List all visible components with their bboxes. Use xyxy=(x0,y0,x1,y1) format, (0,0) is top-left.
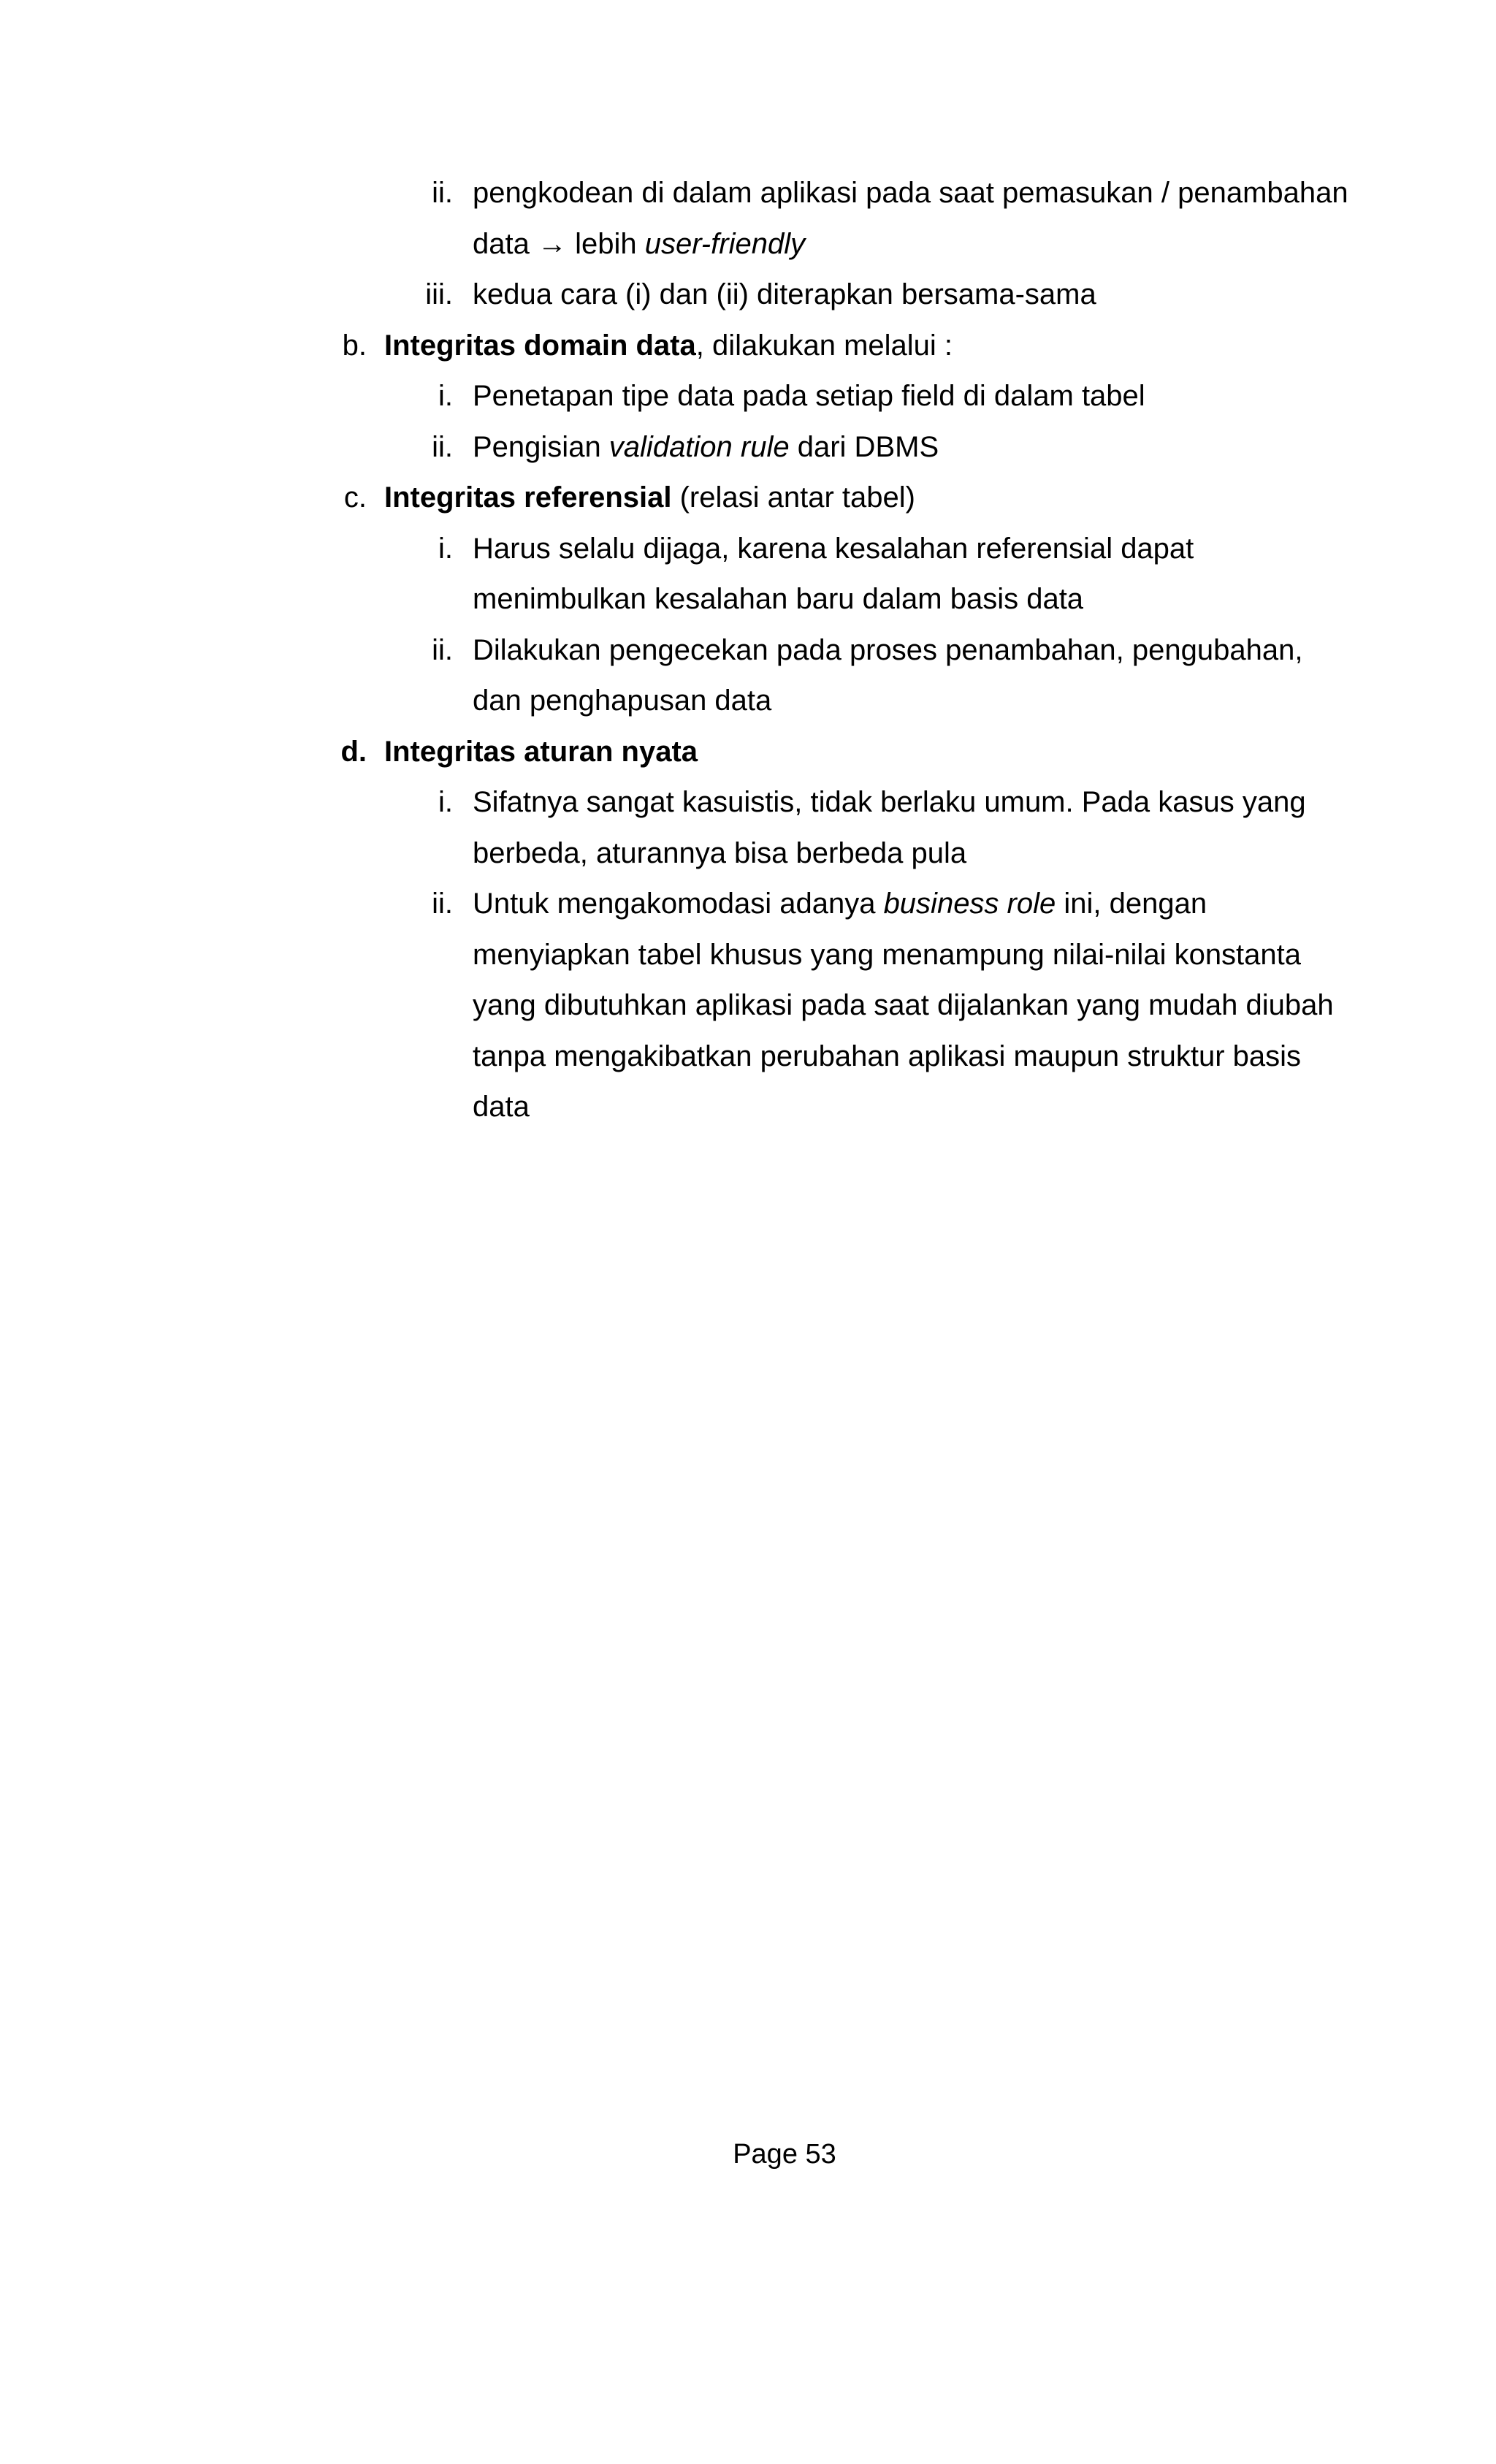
list-item-d-integritas-aturan-nyata xyxy=(0,727,1496,778)
list-item-text: Harus selalu dijaga, karena kesalahan referensial dapat xyxy=(473,532,1194,565)
list-item-text: Dilakukan pengecekan pada proses penambahan, pengubahan, xyxy=(473,633,1303,666)
list-marker: ii. xyxy=(432,633,453,666)
list-marker: c. xyxy=(343,481,367,514)
list-marker: i. xyxy=(438,532,453,565)
list-item-c-integritas-referensial xyxy=(0,473,1496,524)
list-item-text: Sifatnya sangat kasuistis, tidak berlaku umum. Pada kasus yang xyxy=(473,786,1306,818)
outline-list xyxy=(0,168,1496,1133)
list-item-text: berbeda, aturannya bisa berbeda pula xyxy=(473,836,967,869)
text-fragment: lebih xyxy=(566,227,645,260)
list-item-b-ii xyxy=(0,422,1496,473)
list-marker: b. xyxy=(342,329,367,362)
list-item-ii-pengkodean xyxy=(0,168,1496,219)
list-item-b-i xyxy=(0,371,1496,422)
text-fragment: (relasi antar tabel) xyxy=(671,481,915,514)
heading-term: Integritas domain data xyxy=(384,329,696,362)
text-fragment: , dilakukan melalui : xyxy=(695,329,953,362)
list-item-text xyxy=(473,879,1207,930)
page-footer xyxy=(0,2136,1496,2173)
list-item-text: menimbulkan kesalahan baru dalam basis data xyxy=(473,583,1084,615)
arrow-right-icon: → xyxy=(537,227,567,260)
heading-term: Integritas aturan nyata xyxy=(384,735,698,768)
list-item-text xyxy=(384,321,953,372)
text-fragment: Pengisian xyxy=(473,430,609,463)
list-item-b-integritas-domain xyxy=(0,321,1496,372)
emphasis-text: validation rule xyxy=(608,430,790,463)
list-item-text: pengkodean di dalam aplikasi pada saat pemasukan / penambahan xyxy=(473,177,1348,209)
list-item-continuation xyxy=(0,574,1496,625)
list-item-text: yang dibutuhkan aplikasi pada saat dijalankan yang mudah diubah xyxy=(473,989,1334,1021)
list-item-text: menyiapkan tabel khusus yang menampung nilai-nilai konstanta xyxy=(473,938,1302,971)
list-item-text: data xyxy=(473,1091,530,1123)
list-item-text: tanpa mengakibatkan perubahan aplikasi maupun struktur basis xyxy=(473,1040,1302,1072)
list-marker: ii. xyxy=(432,177,453,209)
list-marker: i. xyxy=(438,786,453,818)
list-item-text xyxy=(473,422,939,473)
list-item-c-i xyxy=(0,524,1496,575)
text-fragment: dari DBMS xyxy=(789,430,939,463)
list-item-text: Penetapan tipe data pada setiap field di dalam tabel xyxy=(473,380,1145,412)
list-marker: d. xyxy=(340,735,367,768)
list-item-iii-kedua-cara xyxy=(0,270,1496,321)
list-item-text: dan penghapusan data xyxy=(473,684,772,717)
page-number: Page 53 xyxy=(733,2139,836,2170)
list-item-continuation xyxy=(0,828,1496,880)
text-fragment: Untuk mengakomodasi adanya xyxy=(473,888,884,920)
list-item-text xyxy=(384,473,915,524)
list-item-d-i xyxy=(0,777,1496,828)
text-fragment: ini, dengan xyxy=(1056,888,1207,920)
list-item-continuation xyxy=(0,1082,1496,1133)
list-marker: ii. xyxy=(432,430,453,463)
list-item-d-ii xyxy=(0,879,1496,930)
text-fragment: data xyxy=(473,227,538,260)
emphasis-text: user-friendly xyxy=(644,227,806,260)
list-item-continuation xyxy=(0,930,1496,981)
list-item-text: kedua cara (i) dan (ii) diterapkan bersama-sama xyxy=(473,278,1096,310)
list-marker: i. xyxy=(438,380,453,412)
heading-term: Integritas referensial xyxy=(384,481,672,514)
list-item-continuation xyxy=(0,219,1496,270)
emphasis-text: business role xyxy=(883,888,1056,920)
list-item-text xyxy=(473,219,805,270)
list-item-continuation xyxy=(0,980,1496,1031)
list-item-c-ii xyxy=(0,625,1496,676)
list-item-continuation xyxy=(0,676,1496,727)
list-marker: ii. xyxy=(432,888,453,920)
list-item-continuation xyxy=(0,1031,1496,1083)
list-marker: iii. xyxy=(425,278,453,310)
